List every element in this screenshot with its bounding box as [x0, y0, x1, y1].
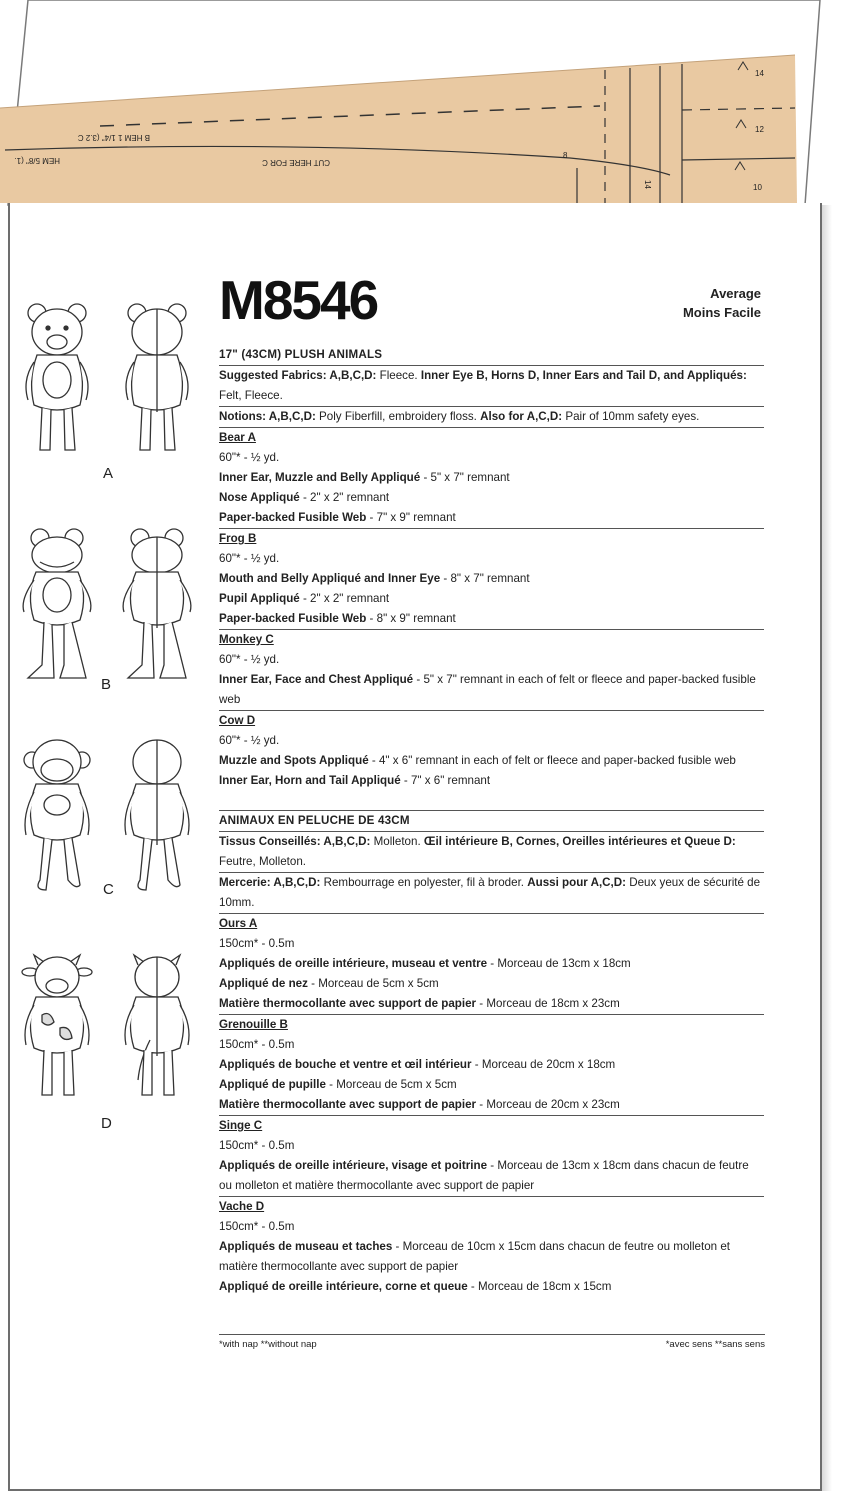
view-label-b: B	[101, 676, 112, 693]
bear-back-drawing	[126, 304, 188, 450]
difficulty-en: Average	[710, 286, 761, 301]
envelope-shadow	[822, 205, 832, 1491]
monkey-item-1: Inner Ear, Face and Chest Appliqué - 5" x 7" remnant in each of felt or fleece and paper-backed fusible web	[219, 673, 756, 706]
english-fabrics	[219, 366, 764, 407]
vache-yardage: 150cm* - 0.5m	[219, 1220, 295, 1233]
difficulty-fr: Moins Facile	[682, 305, 761, 320]
view-label-a: A	[103, 465, 114, 482]
notions-text: Poly Fiberfill, embroidery floss.	[315, 410, 481, 423]
cow-heading: Cow D	[219, 714, 256, 727]
grenouille-yardage: 150cm* - 0.5m	[219, 1038, 295, 1051]
cow-front-drawing	[22, 955, 92, 1095]
monkey-section	[219, 630, 764, 711]
french-title: ANIMAUX EN PELUCHE DE 43CM	[219, 811, 764, 832]
footer-french-nap: *avec sens **sans sens	[665, 1339, 765, 1350]
frog-front-drawing	[23, 529, 91, 678]
frog-section	[219, 529, 764, 630]
section-divider	[219, 791, 764, 811]
bear-front-drawing	[26, 304, 88, 450]
bear-section	[219, 428, 764, 529]
singe-yardage: 150cm* - 0.5m	[219, 1139, 295, 1152]
frog-item-1: Mouth and Belly Appliqué and Inner Eye - 8" x 7" remnant	[219, 572, 530, 585]
bear-item-2: Nose Appliqué - 2" x 2" remnant	[219, 491, 390, 504]
monkey-front-drawing	[24, 740, 90, 890]
ours-yardage: 150cm* - 0.5m	[219, 937, 295, 950]
english-notions	[219, 407, 764, 428]
cow-item-1: Muzzle and Spots Appliqué - 4" x 6" remnant in each of felt or fleece and paper-backed fusible web	[219, 754, 736, 767]
grenouille-item-1: Appliqués de bouche et ventre et œil intérieur - Morceau de 20cm x 18cm	[219, 1058, 616, 1071]
bear-yardage: 60"* - ½ yd.	[219, 451, 280, 464]
ours-item-2: Appliqué de nez - Morceau de 5cm x 5cm	[219, 977, 439, 990]
monkey-yardage: 60"* - ½ yd.	[219, 653, 280, 666]
cow-section	[219, 711, 764, 791]
tissue-number-14a: 14	[643, 180, 652, 189]
notions-label: Notions: A,B,C,D:	[219, 410, 316, 423]
ours-heading: Ours A	[219, 917, 258, 930]
tissue-cut-here-label: CUT HERE FOR C	[262, 158, 330, 167]
ours-item-1: Appliqués de oreille intérieure, museau et ventre - Morceau de 13cm x 18cm	[219, 957, 631, 970]
singe-heading: Singe C	[219, 1119, 263, 1132]
fabrics-label: Suggested Fabrics: A,B,C,D:	[219, 369, 377, 382]
bear-item-3: Paper-backed Fusible Web - 7" x 9" remnant	[219, 511, 456, 524]
singe-section	[219, 1116, 764, 1197]
tissue-pattern-sheet	[0, 0, 858, 210]
ours-item-3: Matière thermocollante avec support de papier - Morceau de 18cm x 23cm	[219, 997, 620, 1010]
english-title: 17" (43CM) PLUSH ANIMALS	[219, 345, 764, 366]
ours-section	[219, 914, 764, 1015]
tissue-number-10: 10	[753, 183, 762, 192]
tissue-hem-58-label: HEM 5/8" (1.	[14, 156, 60, 165]
grenouille-item-3: Matière thermocollante avec support de papier - Morceau de 20cm x 23cm	[219, 1098, 620, 1111]
notions-text-2: Pair of 10mm safety eyes.	[562, 410, 700, 423]
monkey-heading: Monkey C	[219, 633, 274, 646]
footer-notes	[219, 1334, 765, 1350]
tissue-number-14b: 14	[755, 69, 764, 78]
frog-back-drawing	[123, 529, 191, 678]
fabrics-text: Fleece.	[376, 369, 421, 382]
french-fabrics: Tissus Conseillés: A,B,C,D: Molleton. Œil intérieure B, Cornes, Oreilles intérieures et Queue D: Feutre, Molleton.	[219, 832, 764, 873]
vache-heading: Vache D	[219, 1200, 265, 1213]
cow-yardage: 60"* - ½ yd.	[219, 734, 280, 747]
bear-heading: Bear A	[219, 431, 256, 444]
grenouille-section	[219, 1015, 764, 1116]
tissue-hem-b-label: B HEM 1 1/4" (3.2 C	[77, 133, 150, 142]
frog-heading: Frog B	[219, 532, 257, 545]
pattern-number: M8546	[219, 269, 378, 331]
view-label-c: C	[103, 881, 114, 898]
frog-item-2: Pupil Appliqué - 2" x 2" remnant	[219, 592, 390, 605]
frog-item-3: Paper-backed Fusible Web - 8" x 9" remnant	[219, 612, 456, 625]
fabrics-label-2: Inner Eye B, Horns D, Inner Ears and Tail D, and Appliqués:	[420, 369, 747, 382]
tissue-number-12: 12	[755, 125, 764, 134]
tissue-number-8: 8	[563, 151, 568, 160]
fabrics-text-2: Felt, Fleece.	[219, 389, 283, 402]
notions-label-2: Also for A,C,D:	[480, 410, 563, 423]
frog-yardage: 60"* - ½ yd.	[219, 552, 280, 565]
view-label-d: D	[101, 1115, 112, 1132]
technical-drawings	[20, 300, 200, 1140]
footer-english-nap: *with nap **without nap	[219, 1339, 317, 1350]
difficulty-rating	[683, 284, 761, 322]
singe-item-1: Appliqués de oreille intérieure, visage et poitrine - Morceau de 13cm x 18cm dans chacun de feutre ou molleton et matière thermocollante avec support de papier	[219, 1159, 749, 1192]
pattern-info	[219, 345, 764, 1297]
vache-section	[219, 1197, 764, 1297]
french-notions: Mercerie: A,B,C,D: Rembourrage en polyester, fil à broder. Aussi pour A,C,D: Deux yeux de sécurité de 10mm.	[219, 873, 764, 914]
cow-item-2: Inner Ear, Horn and Tail Appliqué - 7" x 6" remnant	[219, 774, 491, 787]
monkey-back-drawing	[125, 740, 189, 890]
grenouille-heading: Grenouille B	[219, 1018, 288, 1031]
vache-item-1: Appliqués de museau et taches - Morceau de 10cm x 15cm dans chacun de feutre ou molleton et matière thermocollante avec support de papier	[219, 1240, 731, 1273]
vache-item-2: Appliqué de oreille intérieure, corne et queue - Morceau de 18cm x 15cm	[219, 1280, 612, 1293]
bear-item-1: Inner Ear, Muzzle and Belly Appliqué - 5" x 7" remnant	[219, 471, 510, 484]
grenouille-item-2: Appliqué de pupille - Morceau de 5cm x 5cm	[219, 1078, 457, 1091]
cow-back-drawing	[125, 955, 189, 1095]
